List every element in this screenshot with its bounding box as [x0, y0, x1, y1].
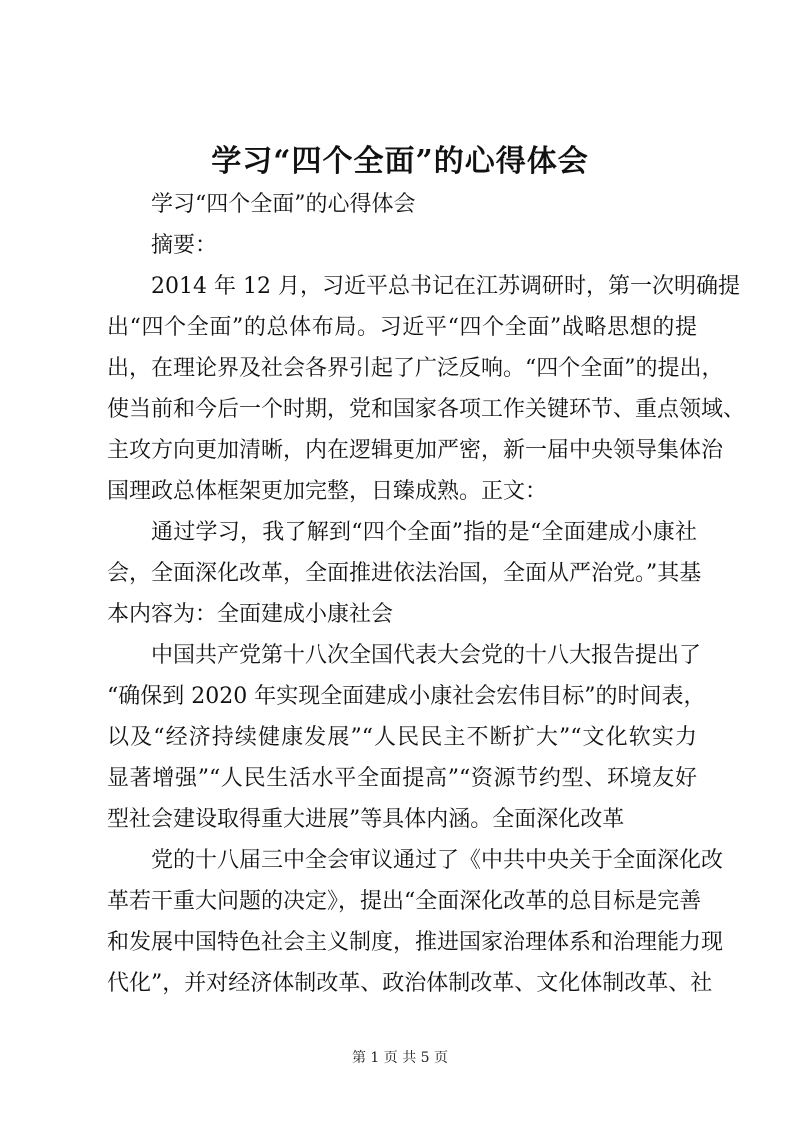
paragraph: [107, 266, 746, 512]
text-line: 型社会建设取得重大进展”等具体内涵。全面深化改革: [107, 807, 625, 832]
text-line: 主攻方向更加清晰，内在逻辑更加严密，新一届中央领导集体治: [107, 438, 724, 463]
text-line: 和发展中国特色社会主义制度，推进国家治理体系和治理能力现: [107, 930, 724, 955]
paragraph: [107, 635, 706, 840]
text-line: 出“四个全面”的总体布局。习近平“四个全面”战略思想的提: [107, 315, 697, 340]
text-line: 中国共产党第十八次全国代表大会党的十八大报告提出了: [151, 643, 702, 668]
document-title: 学习“四个全面”的心得体会: [211, 144, 589, 179]
text-line: “确保到 2020 年实现全面建成小康社会宏伟目标”的时间表，: [107, 684, 706, 709]
text-line: 显著增强”“人民生活水平全面提高”“资源节约型、环境友好: [107, 766, 697, 791]
text-line: 摘要：: [151, 233, 218, 258]
paragraph: [107, 184, 697, 225]
paragraph: [107, 840, 724, 1004]
text-line: 国理政总体框架更加完整，日臻成熟。正文：: [107, 479, 548, 504]
text-line: 会，全面深化改革，全面推进依法治国，全面从严治党。”其基: [107, 561, 702, 586]
paragraph: [107, 512, 702, 635]
text-line: 以及“经济持续健康发展”“人民民主不断扩大”“文化软实力: [107, 725, 697, 750]
text-line: 代化”，并对经济体制改革、政治体制改革、文化体制改革、社: [107, 971, 713, 996]
text-line: 出，在理论界及社会各界引起了广泛反响。“四个全面”的提出，: [107, 356, 724, 381]
text-line: 党的十八届三中全会审议通过了《中共中央关于全面深化改: [151, 848, 724, 873]
text-line: 通过学习，我了解到“四个全面”指的是“全面建成小康社: [151, 520, 697, 545]
document-body: [107, 184, 746, 1004]
text-line: 本内容为：全面建成小康社会: [107, 602, 394, 627]
paragraph: [107, 225, 697, 266]
text-line: 2014 年 12 月，习近平总书记在江苏调研时，第一次明确提: [151, 274, 740, 299]
page-footer: 第 1 页 共 5 页: [351, 1050, 449, 1066]
text-line: 使当前和今后一个时期，党和国家各项工作关键环节、重点领域、: [107, 397, 746, 422]
text-line: 革若干重大问题的决定》，提出“全面深化改革的总目标是完善: [107, 889, 702, 914]
text-line: 学习“四个全面”的心得体会: [151, 192, 416, 217]
